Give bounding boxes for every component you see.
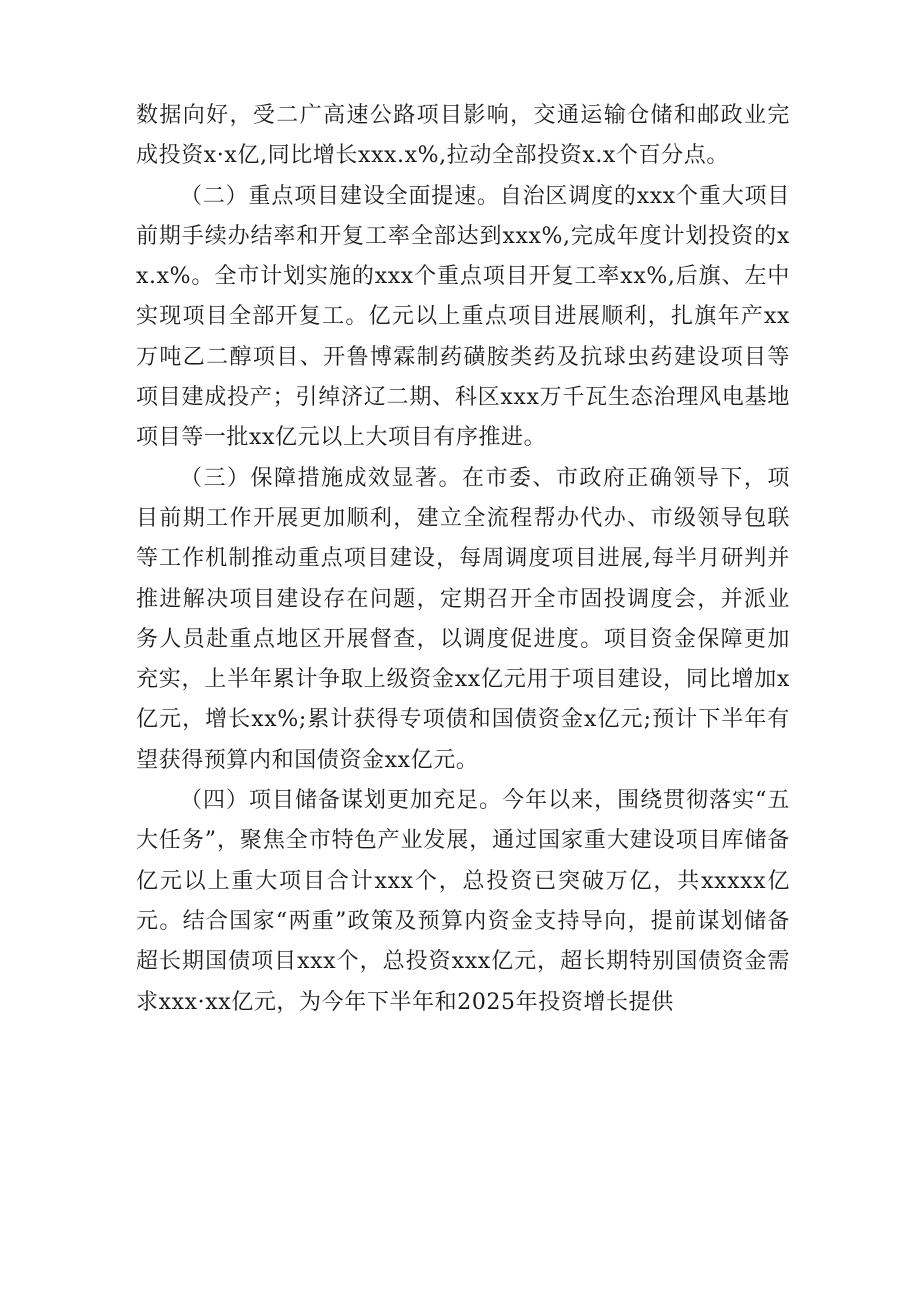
- paragraph-continued: 数据向好，受二广高速公路项目影响，交通运输仓储和邮政业完成投资x·x亿,同比增长xxx.x%,拉动全部投资x.x个百分点。: [136, 103, 790, 169]
- paragraph-section-2: （二）重点项目建设全面提速。自治区调度的xxx个重大项目前期手续办结率和开复工率全部达到xxx%,完成年度计划投资的xx.x%。全市计划实施的xxx个重点项目开复工率xx%,后旗、左中实现项目全部开复工。亿元以上重点项目进展顺利，扎旗年产xx万吨乙二醇项目、开鲁博霖制药磺胺类药及抗球虫药建设项目等项目建成投产；引绰济辽二期、科区xxx万千瓦生态治理风电基地项目等一批xx亿元以上大项目有序推进。: [136, 183, 790, 451]
- paragraph-section-3: （三）保障措施成效显著。在市委、市政府正确领导下，项目前期工作开展更加顺利，建立全流程帮办代办、市级领导包联等工作机制推动重点项目建设，每周调度项目进展,每半月研判并推进解决项目建设存在问题，定期召开全市固投调度会，并派业务人员赴重点地区开展督查，以调度促进度。项目资金保障更加充实，上半年累计争取上级资金xx亿元用于项目建设，同比增加x亿元，增长xx%;累计获得专项债和国债资金x亿元;预计下半年有望获得预算内和国债资金xx亿元。: [136, 465, 790, 773]
- paragraph-section-4: （四）项目储备谋划更加充足。今年以来，围绕贯彻落实“五大任务”，聚焦全市特色产业发展，通过国家重大建设项目库储备亿元以上重大项目合计xxx个，总投资已突破万亿，共xxxxx亿元。结合国家“两重”政策及预算内资金支持导向，提前谋划储备超长期国债项目xxx个，总投资xxx亿元，超长期特别国债资金需求xxx·xx亿元，为今年下半年和2025年投资增长提供: [136, 788, 790, 1015]
- document-body: [136, 96, 790, 1023]
